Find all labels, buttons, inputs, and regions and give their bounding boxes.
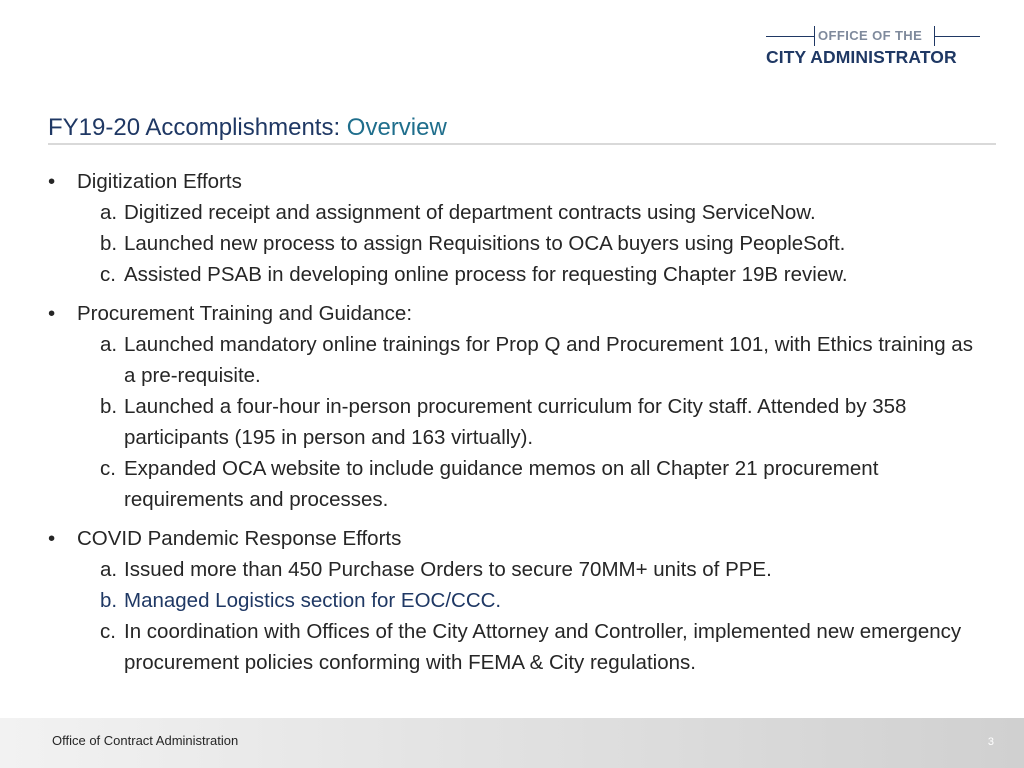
title-sub: Overview xyxy=(346,114,447,141)
list-item xyxy=(48,228,988,259)
title-divider xyxy=(48,143,996,145)
spacer xyxy=(48,515,988,523)
section-items xyxy=(48,197,988,290)
list-item xyxy=(48,197,988,228)
item-text: Expanded OCA website to include guidance memos on all Chapter 21 procurement requirements and processes. xyxy=(124,457,879,511)
item-marker: c. xyxy=(100,263,116,286)
item-marker: b. xyxy=(100,589,118,612)
list-item xyxy=(48,259,988,290)
logo-main-line: CITY ADMINISTRATOR xyxy=(766,47,957,67)
item-text: Issued more than 450 Purchase Orders to secure 70MM+ units of PPE. xyxy=(124,558,772,581)
spacer xyxy=(48,290,988,298)
item-text: Launched a four-hour in-person procurement curriculum for City staff. Attended by 358 participants (195 in person and 163 virtually). xyxy=(124,395,907,449)
logo-top-line: OFFICE OF THE xyxy=(818,28,923,43)
footer-bar xyxy=(0,718,1024,768)
city-administrator-logo xyxy=(760,26,990,72)
item-marker: b. xyxy=(100,395,118,418)
item-marker: c. xyxy=(100,457,116,480)
item-marker: a. xyxy=(100,333,118,356)
item-marker: b. xyxy=(100,232,118,255)
section-heading-suffix: : xyxy=(406,302,413,325)
section-items xyxy=(48,554,988,678)
logo-rule-right xyxy=(935,36,980,37)
list-item xyxy=(48,585,988,616)
section-items xyxy=(48,329,988,515)
item-text: Launched mandatory online trainings for Prop Q and Procurement 101, with Ethics training as a pre-requisite. xyxy=(124,333,973,387)
section-procurement-training xyxy=(48,298,988,329)
section-heading: Digitization Efforts xyxy=(77,170,242,193)
bullet-dot: • xyxy=(48,302,56,325)
item-text: Digitized receipt and assignment of department contracts using ServiceNow. xyxy=(124,201,816,224)
logo-tick-left xyxy=(814,26,815,46)
section-heading: Procurement Training and Guidance xyxy=(77,302,407,325)
bullet-dot: • xyxy=(48,527,56,550)
section-covid-response xyxy=(48,523,988,554)
page-title xyxy=(48,114,447,142)
title-main: FY19-20 Accomplishments: xyxy=(48,114,341,141)
section-heading: COVID Pandemic Response Efforts xyxy=(77,527,402,550)
list-item xyxy=(48,329,988,391)
footer-org-name: Office of Contract Administration xyxy=(52,733,239,748)
list-item xyxy=(48,616,988,678)
item-marker: a. xyxy=(100,201,118,224)
list-item xyxy=(48,391,988,453)
content-body xyxy=(48,166,988,678)
item-text: Managed Logistics section for EOC/CCC. xyxy=(124,589,502,612)
section-digitization xyxy=(48,166,988,197)
list-item xyxy=(48,453,988,515)
page-number: 3 xyxy=(987,736,994,748)
item-text: Launched new process to assign Requisitions to OCA buyers using PeopleSoft. xyxy=(124,232,846,255)
item-marker: a. xyxy=(100,558,118,581)
item-text: In coordination with Offices of the City Attorney and Controller, implemented new emergency procurement policies conforming with FEMA & City regulations. xyxy=(124,620,962,674)
bullet-dot: • xyxy=(48,170,56,193)
item-text: Assisted PSAB in developing online process for requesting Chapter 19B review. xyxy=(124,263,848,286)
logo-rule-left xyxy=(766,36,814,37)
list-item xyxy=(48,554,988,585)
item-marker: c. xyxy=(100,620,116,643)
